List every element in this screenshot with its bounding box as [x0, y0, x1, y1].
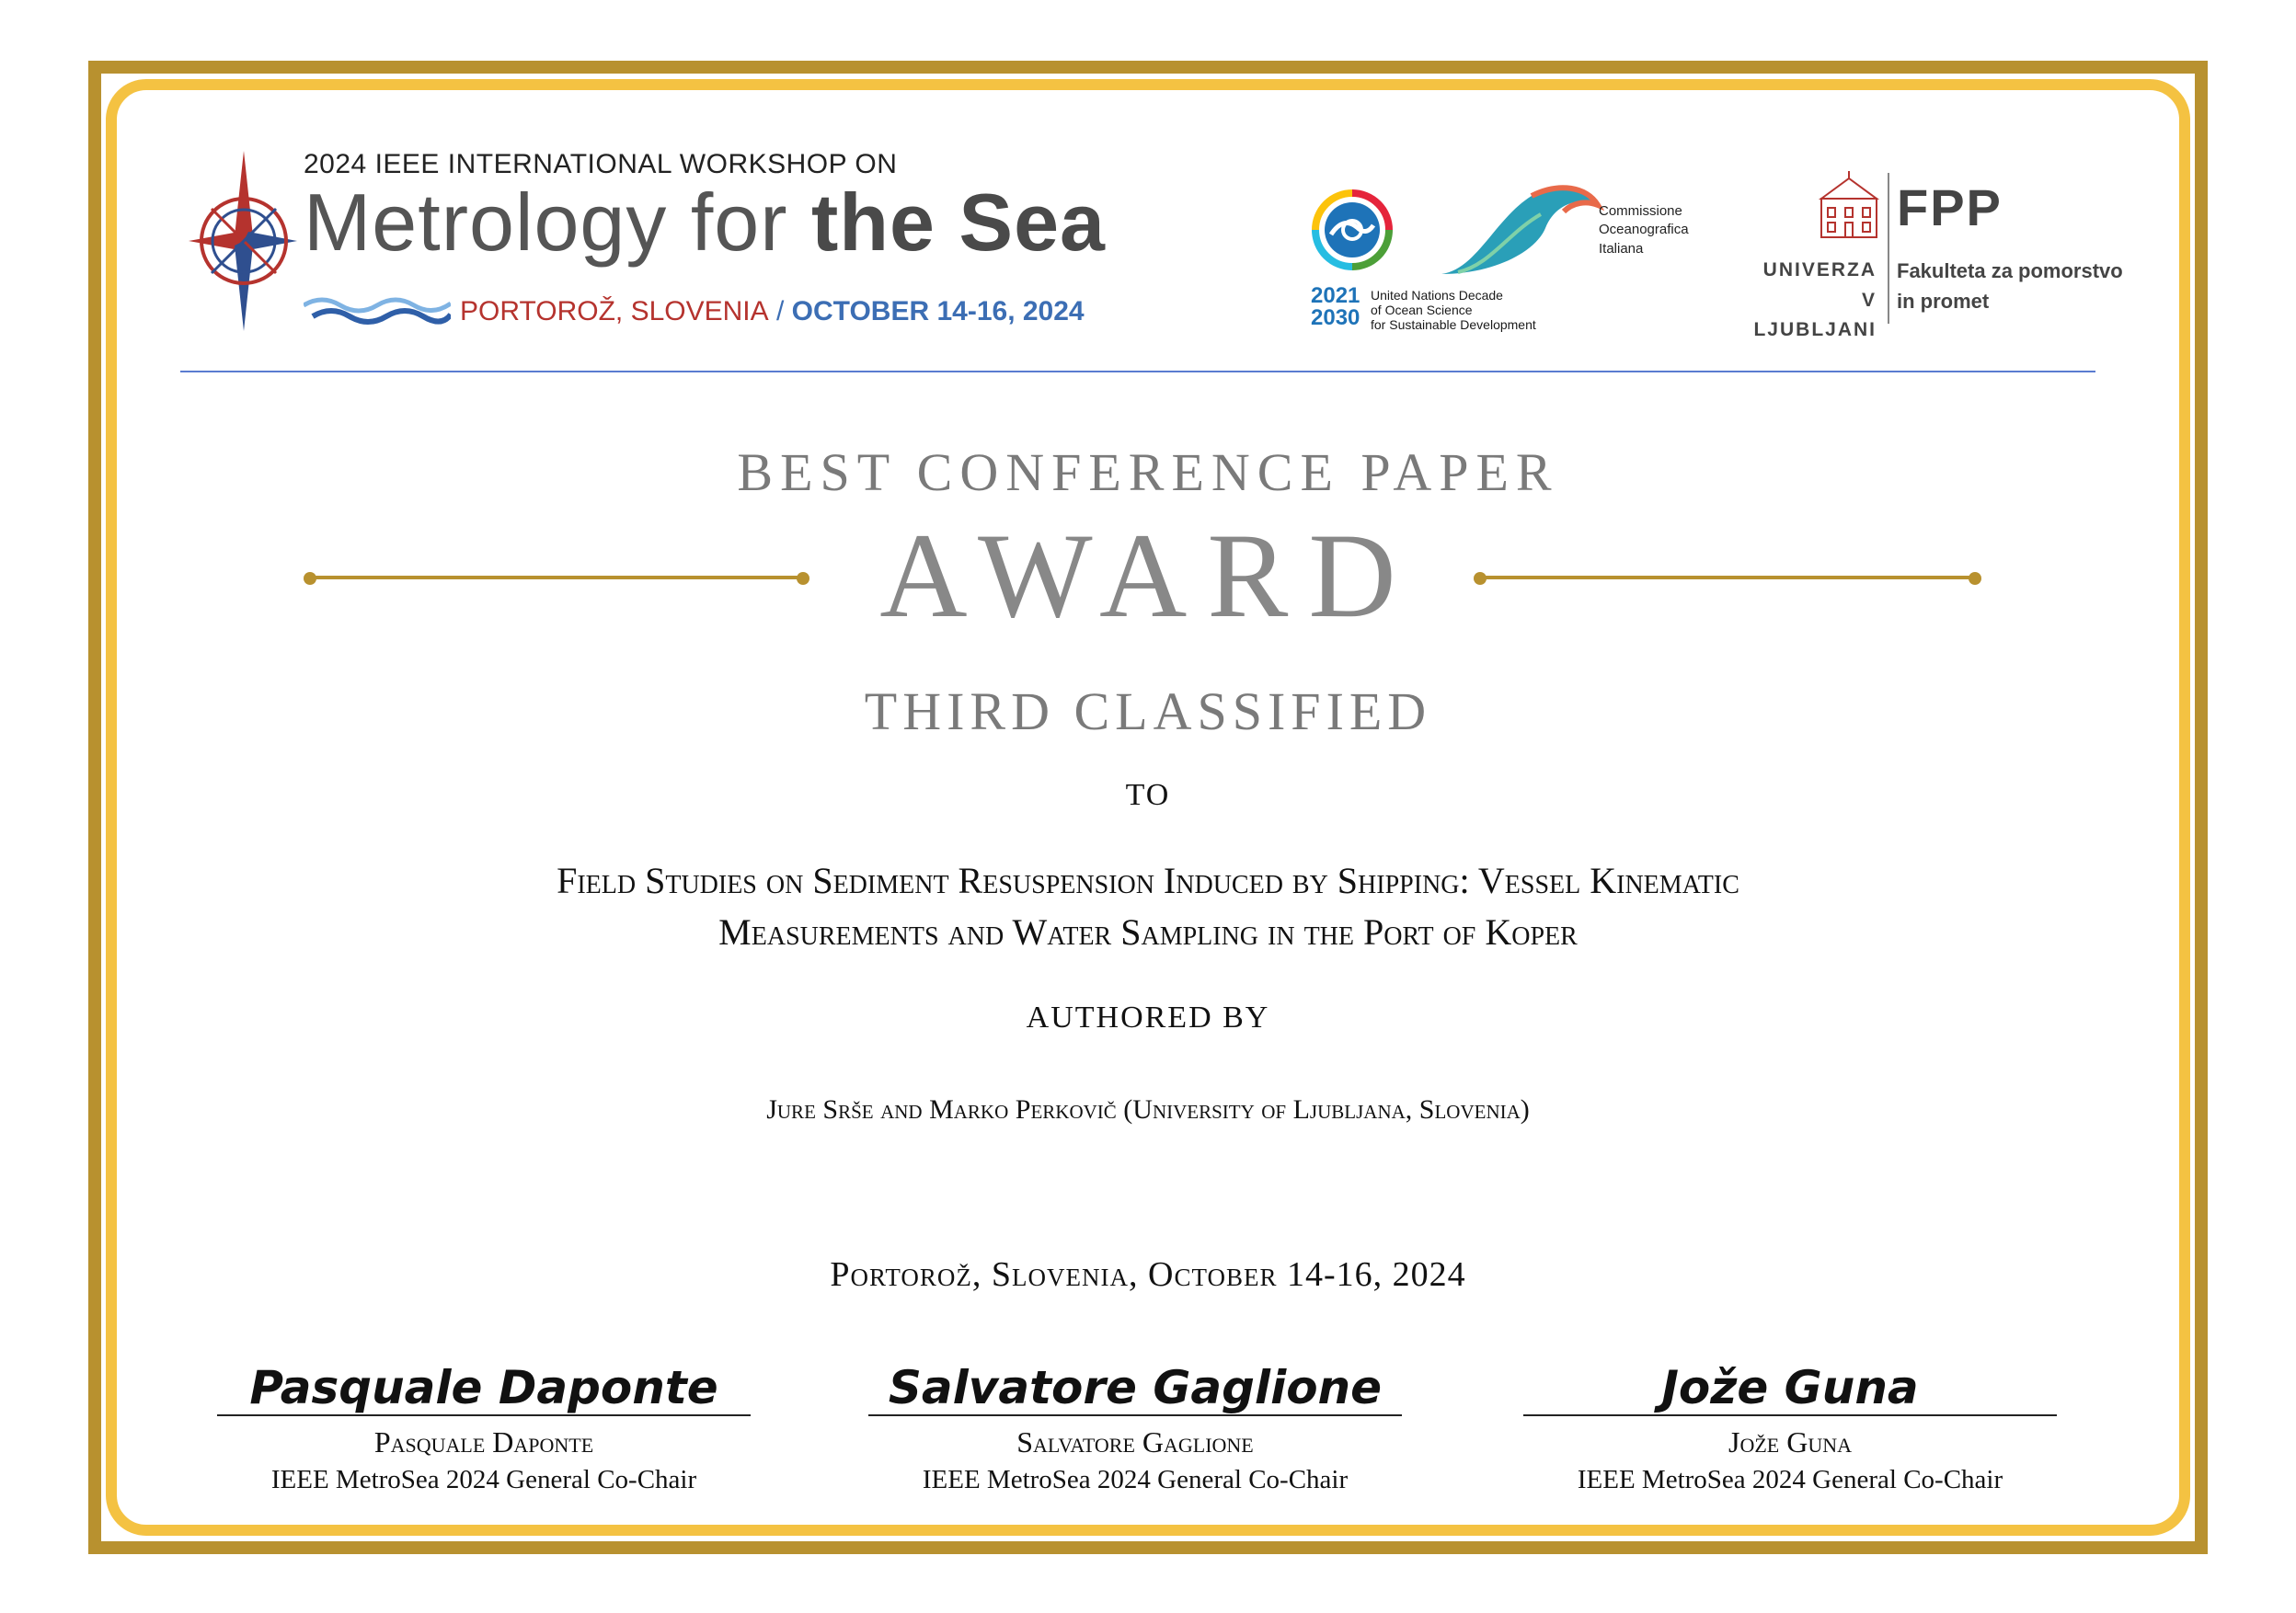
fpp-line-1: Fakulteta za pomorstvo: [1897, 259, 2123, 282]
logo-divider: [1888, 173, 1889, 324]
signature-line: [1523, 1414, 2057, 1416]
location-date: Portorož, Slovenia, October 14-16, 2024: [830, 1255, 1466, 1294]
un-decade-years: [1311, 285, 1360, 329]
place-separator: /: [775, 296, 785, 326]
ornament-dot-right-outer: [1969, 572, 1981, 585]
paper-title-line-2: Measurements and Water Sampling in the Port of Koper: [718, 911, 1578, 953]
coi-line-1: Commissione: [1599, 203, 1682, 219]
fpp-line-2: in promet: [1897, 290, 1990, 313]
signer-role: IEEE MetroSea 2024 General Co-Chair: [1577, 1465, 2003, 1494]
place-text: PORTOROŽ, SLOVENIA: [460, 296, 769, 326]
paper-title: [0, 855, 2296, 958]
signer-name: Jože Guna: [1728, 1425, 1852, 1459]
dates-text: OCTOBER 14-16, 2024: [791, 296, 1085, 326]
compass-logo-icon: [189, 149, 299, 333]
paper-title-line-1: Field Studies on Sediment Resuspension Induced by Shipping: Vessel Kinematic: [557, 860, 1739, 901]
un-decade-text: [1371, 288, 1536, 332]
signature-line: [217, 1414, 751, 1416]
signature-block-3: [1523, 1361, 2057, 1495]
ornament-dot-left-inner: [797, 572, 809, 585]
signer-role: IEEE MetroSea 2024 General Co-Chair: [922, 1465, 1349, 1494]
un-line-3: for Sustainable Development: [1371, 317, 1536, 333]
university-building-icon: [1817, 171, 1881, 240]
waves-icon: [304, 292, 451, 326]
coi-line-3: Italiana: [1599, 240, 1644, 257]
ornament-line-right: [1483, 576, 1975, 579]
fpp-text: [1897, 256, 2123, 316]
header-divider: [180, 371, 2095, 372]
workshop-title: [304, 177, 1106, 268]
signature-block-1: [217, 1361, 751, 1495]
signer-name: Salvatore Gaglione: [1016, 1425, 1254, 1459]
title-regular: Metrology for: [304, 177, 811, 268]
ul-line-1: UNIVERZA: [1762, 259, 1877, 280]
signature-script: Salvatore Gaglione: [888, 1361, 1383, 1414]
signer-role: IEEE MetroSea 2024 General Co-Chair: [270, 1465, 697, 1494]
ornament-line-left: [313, 576, 805, 579]
coi-wave-icon: [1440, 182, 1605, 283]
coi-line-2: Oceanografica: [1599, 222, 1689, 238]
signature-line: [868, 1414, 1402, 1416]
signer-name: Pasquale Daponte: [373, 1425, 594, 1459]
signature-script: Pasquale Daponte: [249, 1361, 718, 1414]
signature-script: Jože Guna: [1661, 1361, 1919, 1414]
title-bold: the Sea: [810, 177, 1106, 268]
authors-line: Jure Srše and Marko Perkovič (University of Ljubljana, Slovenia): [766, 1094, 1530, 1125]
un-year-start: 2021: [1311, 283, 1360, 308]
coi-text: [1599, 202, 1689, 258]
workshop-place-dates: [460, 296, 1085, 327]
un-ocean-decade-icon: [1311, 189, 1394, 271]
ul-line-2: V LJUBLJANI: [1753, 289, 1877, 341]
fpp-acronym: FPP: [1897, 178, 2003, 236]
un-year-end: 2030: [1311, 305, 1360, 330]
authored-by-label: AUTHORED BY: [1026, 1001, 1270, 1035]
un-line-2: of Ocean Science: [1371, 303, 1473, 318]
to-label: TO: [1125, 778, 1171, 812]
workshop-line: 2024 IEEE INTERNATIONAL WORKSHOP ON: [304, 149, 898, 179]
classification-heading: THIRD CLASSIFIED: [864, 681, 1432, 741]
award-heading: AWARD: [879, 508, 1417, 643]
university-text: [1748, 256, 1877, 346]
un-line-1: United Nations Decade: [1371, 288, 1503, 303]
best-paper-heading: BEST CONFERENCE PAPER: [737, 442, 1559, 502]
signature-block-2: [868, 1361, 1402, 1495]
